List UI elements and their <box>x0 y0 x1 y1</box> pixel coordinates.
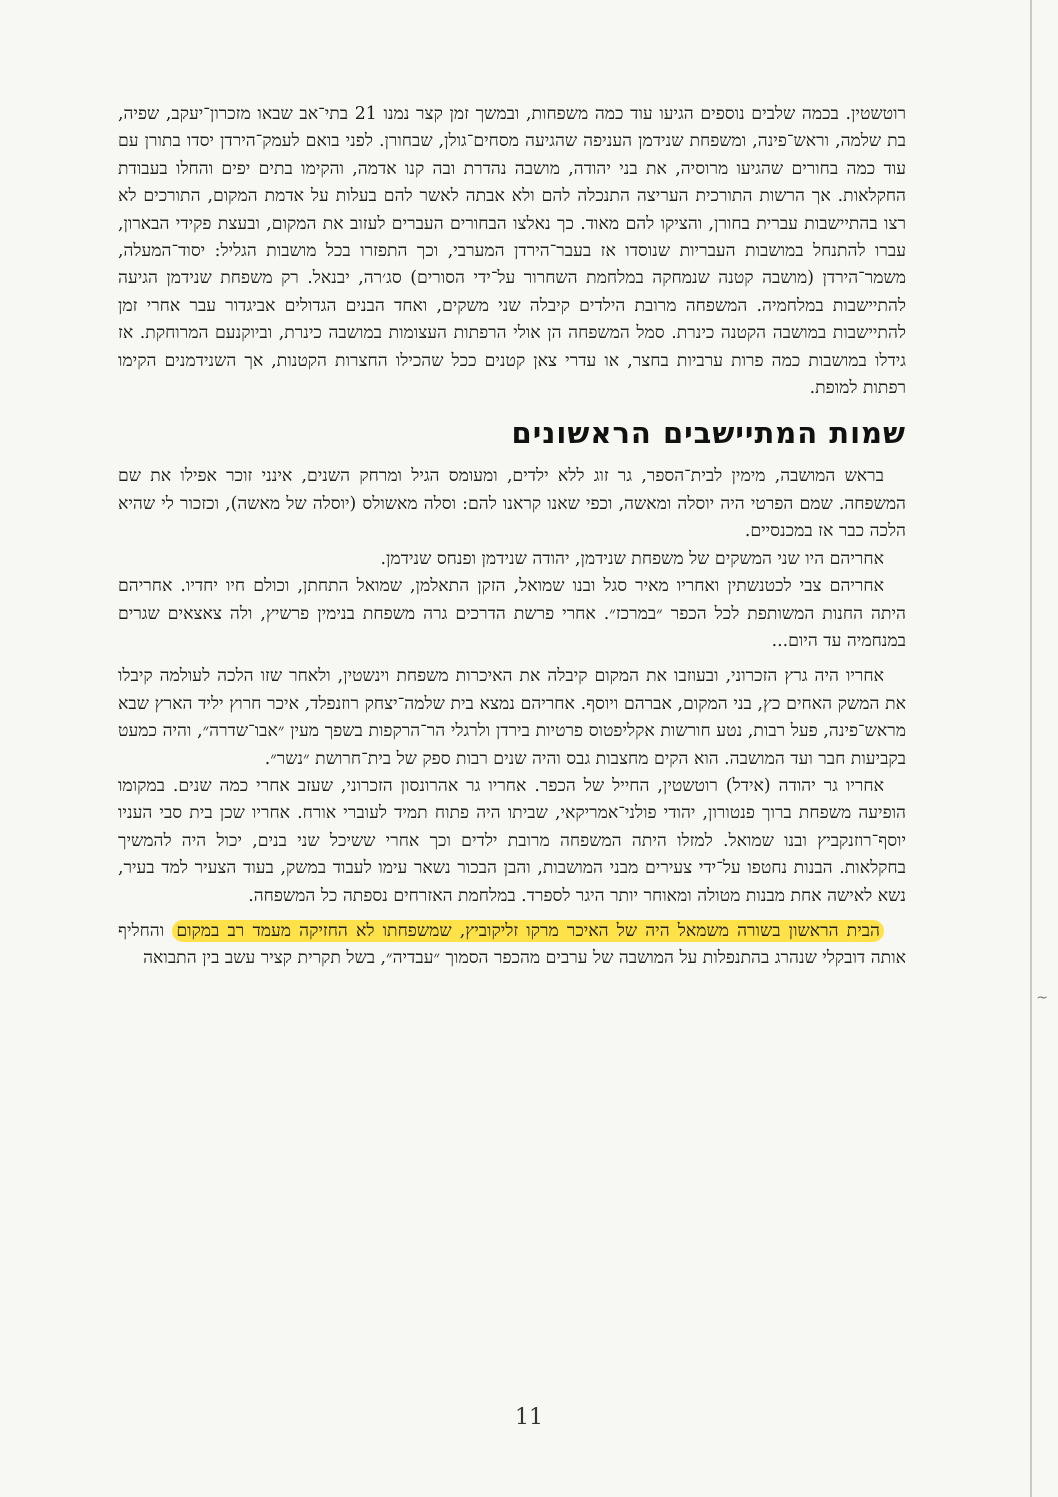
page-body <box>118 101 906 973</box>
highlighted-text: הבית הראשון בשורה משמאל היה של האיכר מרקו זליקוביץ, שמשפחתו לא החזיקה מעמד רב במקום <box>172 920 884 942</box>
page-edge-line <box>1030 0 1032 1497</box>
body-paragraph: בראש המושבה, מימין לבית־הספר, גר זוג ללא ילדים, ומעומס הגיל ומרחק השנים, אינני זוכר אפילו את שם המשפחה. שמם הפרטי היה יוסלה ומאשה, וכפי שאנו קראנו להם: וסלה מאשולס (יוסלה של מאשה), וכזכור לי שהיא הלכה כבר אז במכנסיים. <box>118 466 906 542</box>
section-heading: שמות המתיישבים הראשונים <box>511 416 906 451</box>
page-number: 11 <box>515 1405 543 1430</box>
paragraph-continuation: והחליף אותה דובקלי שנהרג בהתנפלות על המושבה של ערבים מהכפר הסמוך ״עבדיה״, בשל תקרית קציר עשב בין התבואה <box>118 920 906 969</box>
body-paragraph-highlighted <box>118 918 906 973</box>
scan-artifact-mark: ~ <box>1036 990 1048 1006</box>
body-paragraph: אחריהם צבי לכטנשתין ואחריו מאיר סגל ובנו שמואל, הזקן התאלמן, שמואל התחתן, וכולם חיו יחדיו. אחריהם היתה החנות המשותפת לכל הכפר ״במרכז״. אחרי פרשת הדרכים גרה משפחת בנימין פרשיץ, ולה צאצאים שגרים במנחמיה עד היום... <box>118 576 906 651</box>
body-paragraph: אחריו היה גרץ הזכרוני, ובעוזבו את המקום קיבלה את האיכרות משפחת וינשטין, ולאחר שזו הלכה לעולמה קיבלו את המשק האחים כץ, בני המקום, אברהם ויוסף. אחריהם נמצא בית שלמה־יצחק רוזנפלד, איכר חרוץ יליד הארץ שבא מראש־פינה, פעל רבות, נטע חורשות אקליפטוס פרטיות בירדן ולרגלי הר־הרקפות בשפך מעין ״אבו־שדרה״, והיה כמעט בקביעות חבר ועד המושבה. הוא הקים מחצבות גבס והיה שנים רבות ספק של בית־חרושת ״נשר״. <box>118 666 906 769</box>
body-paragraph: רוטשטין. בכמה שלבים נוספים הגיעו עוד כמה משפחות, ובמשך זמן קצר נמנו 21 בתי־אב שבאו מזכרון־יעקב, שפיה, בת שלמה, וראש־פינה, ומשפחת שנידמן העניפה שהגיעה מסחים־גולן, שבחורן. לפני בואם לעמק־הירדן יסדו בתורן עם עוד כמה בחורים שהגיעו מרוסיה, את בני יהודה, מושבה נהדרת ובה קנו אדמה, והקימו בתים יפים והחלו בעבודת החקלאות. אך הרשות התורכית העריצה התנכלה להם ולא אבתה לאשר להם בעלות על אדמת המקום, התורכים לא רצו בהתיישבות עברית בחורן, והציקו להם מאוד. כך נאלצו הבחורים העברים לעזוב את המקום, ובעצת פקידי הבארון, עברו להתנחל במושבות העבריות שנוסדו אז בעבר־הירדן המערבי, וכך התפזרו בכל מושבות הגליל: יסוד־המעלה, משמר־הירדן (מושבה קטנה שנמחקה במלחמת השחרור על־ידי הסורים) סג׳רה, יבנאל. רק משפחת שנידמן הגיעה להתיישבות במלחמיה. המשפחה מרובת הילדים קיבלה שני משקים, ואחד הבנים הגדולים אביגדור עבר אחרי זמן להתיישבות במושבה הקטנה כינרת. סמל המשפחה הן אולי הרפתות העצומות במושבה כינרת, וביוקנעם המרוחקת. אז גידלו במושבות כמה פרות ערביות בחצר, או עדרי צאן קטנים ככל שהכילו החצרות הקטנות, אך השנידמנים הקימו רפתות למופת. <box>118 104 906 399</box>
body-paragraph: אחריהם היו שני המשקים של משפחת שנידמן, יהודה שנידמן ופנחס שנידמן. <box>380 548 884 569</box>
body-paragraph: אחריו גר יהודה (אידל) רוטשטין, החייל של הכפר. אחריו גר אהרונסון הזכרוני, שעזב אחרי כמה שנים. במקומו הופיעה משפחת ברוך פנטורון, יהודי פולני־אמריקאי, שביתו היה פתוח תמיד לעוברי אורח. אחריו שכן בית סבי העניו יוסף־רוזנקביץ ובנו שמואל. למזלו היתה המשפחה מרובת ילדים וכך אחרי ששיכל שני בנים, יכול היה להמשיך בחקלאות. הבנות נחטפו על־ידי צעירים מבני המושבות, והבן הבכור נשאר עימו לעבוד במשק, בעוד הצעיר למד בעיר, נשא לאישה אחת מבנות מטולה ומאוחר יותר היגר לספרד. במלחמת האזרחים נספתה כל המשפחה. <box>118 775 906 906</box>
